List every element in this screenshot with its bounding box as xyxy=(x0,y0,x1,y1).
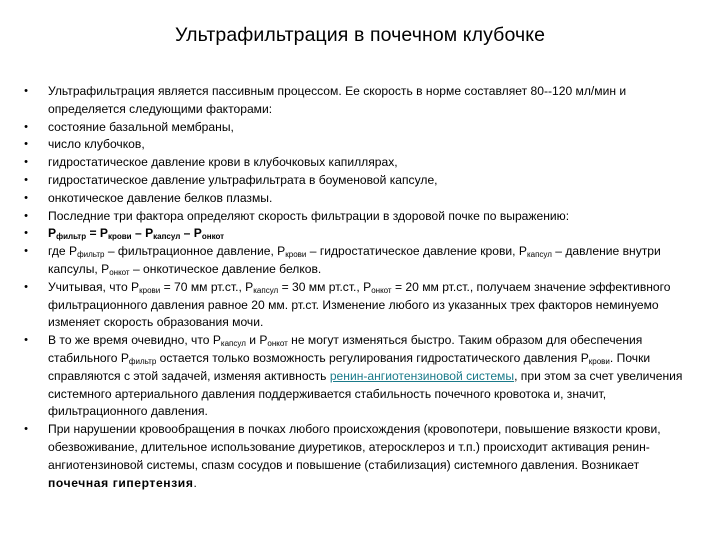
item-text: При нарушении кровообращения в почках любого происхождения (кровопотери, повышение вязкости крови, обезвоживание, длительное использование диуретиков, атеросклероз и т.п.) происходит активация ренин-ангиотензиновой системы, спазм сосудов и повышение (стабилизация) системного давления. Возникает почечная гипертензия. xyxy=(48,422,661,490)
list-item xyxy=(20,119,690,137)
list-item xyxy=(20,208,690,226)
bullet-icon: • xyxy=(24,334,28,347)
list-item xyxy=(20,332,690,421)
bullet-icon: • xyxy=(24,227,28,240)
slide-title: Ультрафильтрация в почечном клубочке xyxy=(174,24,546,46)
bullet-icon: • xyxy=(24,85,28,97)
item-text: гидростатическое давление ультрафильтрата в боуменовой капсуле, xyxy=(48,172,438,187)
formula-item xyxy=(20,225,690,243)
renin-angiotensin-link[interactable]: ренин-ангиотензиновой системы xyxy=(329,368,515,383)
item-text: онкотическое давление белков плазмы. xyxy=(48,190,273,205)
item-text: Учитывая, что $P_{крови} = 70$ мм рт.ст., $P_{капсул} = 30$ мм рт.ст., $P_{онкот} = 20$ мм рт.ст., получаем значение эффективного фильтрационного давления равное 20 мм. рт.ст. Изменение любого из указанных трех факторов неминуемо изменяет скорость образования мочи. xyxy=(48,279,671,330)
list-item xyxy=(20,172,690,190)
list-item xyxy=(20,154,690,172)
bullet-icon: • xyxy=(24,245,28,258)
bullet-icon: • xyxy=(24,138,28,151)
bullet-icon: • xyxy=(24,280,28,293)
bullet-icon: • xyxy=(24,191,28,204)
item-text: гидростатическое давление крови в клубочковых капиллярах, xyxy=(48,155,398,170)
list-item xyxy=(20,243,690,279)
item-text: Последние три фактора определяют скорость фильтрации в здоровой почке по выражению: xyxy=(48,208,570,223)
bullet-icon: • xyxy=(24,120,28,133)
list-item xyxy=(20,136,690,154)
list-item xyxy=(20,421,690,492)
item-text: число клубочков, xyxy=(48,137,145,152)
item-text: Ультрафильтрация является пассивным процессом. Ее скорость в норме составляет 80‑‑120 мл/мин и определяется следующими факторами: xyxy=(48,84,627,116)
list-item xyxy=(20,83,690,119)
item-text: В то же время очевидно, что $P_{капсул}$ и $P_{онкот}$ не могут изменяться быстро. Таким образом для обеспечения стабильного $P_{фильтр}$ остается только возможность регулирования гидростатического давления $P_{крови}$. Почки справляются с этой задачей, изменяя активность ренин-ангиотензиновой системы, при этом за счет увеличения системного артериального давления поддерживается стабильность почечного кровотока и, значит, фильтрационного давления. xyxy=(48,333,683,419)
item-text: где $P_{фильтр}$ – фильтрационное давление, $P_{крови}$ – гидростатическое давление крови, $P_{капсул}$ – давление внутри капсулы, $P_{онкот}$ – онкотическое давление белков. xyxy=(48,244,661,277)
bullet-list xyxy=(20,83,690,492)
bullet-icon: • xyxy=(24,209,28,222)
bullet-icon: • xyxy=(24,173,28,186)
bullet-icon: • xyxy=(24,156,28,169)
list-item xyxy=(20,279,690,332)
formula: $P_{фильтр} = P_{крови} - P_{капсул} - P_{онкот}$ xyxy=(48,226,225,242)
emphasis-text: почечная гипертензия xyxy=(48,475,194,490)
bullet-icon: • xyxy=(24,423,28,436)
item-text: состояние базальной мембраны, xyxy=(48,119,234,134)
list-item xyxy=(20,190,690,208)
